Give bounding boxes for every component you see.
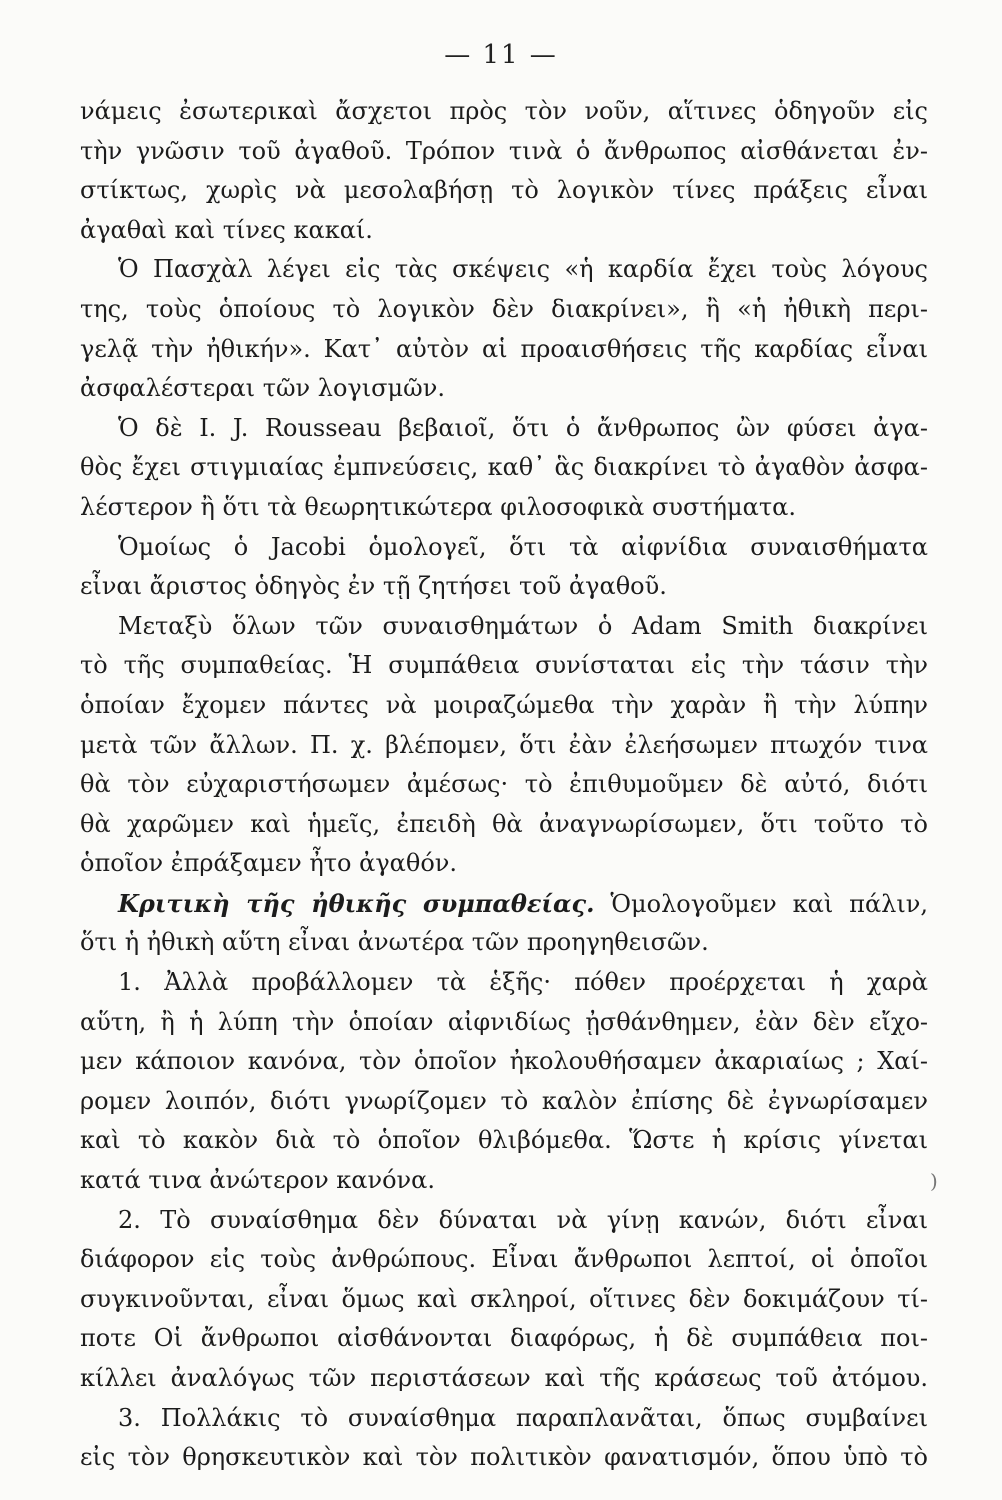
text-line	[80, 1240, 928, 1280]
text-line	[80, 92, 928, 132]
line-text: εἶναι ἄριστος ὁδηγὸς ἐν τῇ ζητήσει τοῦ ἀγαθοῦ.	[80, 572, 667, 601]
text-line	[80, 923, 928, 963]
line-text: θὰ τὸν εὐχαριστήσωμεν ἀμέσως· τὸ ἐπιθυμοῦμεν δὲ αὐτό, διότι	[80, 770, 928, 799]
line-text: ἀγαθαὶ καὶ τίνες κακαί.	[80, 215, 373, 244]
line-text: αὕτη, ἢ ἡ λύπη τὴν ὁποίαν αἰφνιδίως ᾐσθάνθημεν, ἐὰν δὲν εἴχο-	[80, 1007, 928, 1036]
text-line	[80, 1042, 928, 1082]
line-text: της, τοὺς ὁποίους τὸ λογικὸν δὲν διακρίνει», ἢ «ἡ ἠθικὴ περι-	[80, 294, 928, 323]
text-line	[80, 330, 928, 370]
text-line	[80, 1319, 928, 1359]
line-text: θὸς ἔχει στιγμιαίας ἐμπνεύσεις, καθ᾽ ἃς διακρίνει τὸ ἀγαθὸν ἀσφα-	[80, 453, 928, 482]
margin-mark: )	[930, 1169, 938, 1193]
text-line	[80, 1359, 928, 1399]
line-text: μεν κάποιον κανόνα, τὸν ὁποῖον ἠκολουθήσαμεν ἀκαριαίως ; Χαί-	[80, 1047, 928, 1076]
line-text: Μεταξὺ ὅλων τῶν συναισθημάτων ὁ Adam Smith διακρίνει	[118, 611, 928, 640]
text-line	[80, 765, 928, 805]
text-line	[80, 805, 928, 845]
line-text: κίλλει ἀναλόγως τῶν περιστάσεων καὶ τῆς κράσεως τοῦ ἀτόμου.	[80, 1364, 928, 1392]
text-line	[80, 488, 928, 528]
text-line	[80, 211, 928, 251]
text-line	[80, 1280, 928, 1320]
text-line	[80, 290, 928, 330]
text-line	[80, 528, 928, 568]
line-text: 3. Πολλάκις τὸ συναίσθημα παραπλανᾶται, ὅπως συμβαίνει	[118, 1403, 928, 1432]
line-text: νάμεις ἐσωτερικαὶ ἄσχετοι πρὸς τὸν νοῦν, αἵτινες ὁδηγοῦν εἰς	[80, 97, 928, 125]
line-text: θὰ χαρῶμεν καὶ ἡμεῖς, ἐπειδὴ θὰ ἀναγνωρίσωμεν, ὅτι τοῦτο τὸ	[80, 809, 928, 838]
text-line	[80, 686, 928, 726]
line-text: ποτε Οἱ ἄνθρωποι αἰσθάνονται διαφόρως, ἡ δὲ συμπάθεια ποι-	[80, 1324, 928, 1353]
text-line	[80, 132, 928, 172]
line-text: ὅτι ἡ ἠθικὴ αὕτη εἶναι ἀνωτέρα τῶν προηγηθεισῶν.	[80, 928, 709, 957]
line-text: Ὁ Πασχὰλ λέγει εἰς τὰς σκέψεις «ἡ καρδία ἔχει τοὺς λόγους	[118, 255, 928, 284]
line-text: ὁποίαν ἔχομεν πάντες νὰ μοιραζώμεθα τὴν χαρὰν ἢ τὴν λύπην	[80, 690, 928, 719]
line-text: διάφορον εἰς τοὺς ἀνθρώπους. Εἶναι ἄνθρωποι λεπτοί, οἱ ὁποῖοι	[80, 1245, 928, 1274]
line-text: Ὁ δὲ Ι. J. Rousseau βεβαιοῖ, ὅτι ὁ ἄνθρωπος ὢν φύσει ἀγα-	[118, 413, 928, 442]
text-line	[80, 369, 928, 409]
text-line	[80, 250, 928, 290]
text-line	[80, 1003, 928, 1043]
line-text: 2. Τὸ συναίσθημα δὲν δύναται νὰ γίνῃ κανών, διότι εἶναι	[118, 1205, 928, 1234]
page-number: — 11 —	[444, 40, 558, 70]
line-text: κατά τινα ἀνώτερον κανόνα.	[80, 1166, 435, 1195]
line-text: γελᾷ τὴν ἠθικήν». Κατ᾽ αὐτὸν αἱ προαισθήσεις τῆς καρδίας εἶναι	[80, 334, 928, 363]
text-line	[80, 567, 928, 607]
text-line	[80, 844, 928, 884]
line-text: ὁποῖον ἐπράξαμεν ἦτο ἀγαθόν.	[80, 849, 458, 878]
line-text: 1. Ἀλλὰ προβάλλομεν τὰ ἑξῆς· πόθεν προέρχεται ἡ χαρὰ	[118, 968, 928, 997]
line-text: Ὁμοίως ὁ Jacobi ὁμολογεῖ, ὅτι τὰ αἰφνίδια συναισθήματα	[118, 532, 928, 561]
section-heading: Κριτικὴ τῆς ἠθικῆς συμπαθείας.	[118, 888, 595, 918]
line-text: στίκτως, χωρὶς νὰ μεσολαβήσῃ τὸ λογικὸν τίνες πράξεις εἶναι	[80, 176, 928, 205]
text-line	[80, 1399, 928, 1439]
text-line	[80, 171, 928, 211]
text-line	[80, 1121, 928, 1161]
line-text: μετὰ τῶν ἄλλων. Π. χ. βλέπομεν, ὅτι ἐὰν ἐλεήσωμεν πτωχόν τινα	[80, 730, 928, 759]
text-line	[80, 1201, 928, 1241]
text-line	[80, 1082, 928, 1122]
text-line	[80, 726, 928, 766]
line-text: τὸ τῆς συμπαθείας. Ἡ συμπάθεια συνίσταται εἰς τὴν τάσιν τὴν	[80, 651, 928, 680]
line-text: τὴν γνῶσιν τοῦ ἀγαθοῦ. Τρόπον τινὰ ὁ ἄνθρωπος αἰσθάνεται ἐν-	[80, 136, 928, 165]
text-line	[80, 409, 928, 449]
line-text: ἀσφαλέστεραι τῶν λογισμῶν.	[80, 374, 445, 403]
text-line	[80, 646, 928, 686]
body-text	[80, 92, 928, 1478]
line-text: εἰς τὸν θρησκευτικὸν καὶ τὸν πολιτικὸν φανατισμόν, ὅπου ὑπὸ τὸ	[80, 1443, 928, 1472]
text-line	[80, 1438, 928, 1478]
line-text: συγκινοῦνται, εἶναι ὅμως καὶ σκληροί, οἵτινες δὲν δοκιμάζουν τί-	[80, 1284, 928, 1313]
line-text: καὶ τὸ κακὸν διὰ τὸ ὁποῖον θλιβόμεθα. Ὥστε ἡ κρίσις γίνεται	[80, 1126, 928, 1155]
line-text: Ὁμολογοῦμεν καὶ πάλιν,	[594, 889, 928, 918]
text-line	[80, 607, 928, 647]
text-line	[80, 963, 928, 1003]
line-text: λέστερον ἢ ὅτι τὰ θεωρητικώτερα φιλοσοφικὰ συστήματα.	[80, 492, 796, 521]
text-line	[80, 1161, 928, 1201]
text-line	[80, 448, 928, 488]
line-text: ρομεν λοιπόν, διότι γνωρίζομεν τὸ καλὸν ἐπίσης δὲ ἐγνωρίσαμεν	[80, 1086, 928, 1115]
text-line	[80, 884, 928, 924]
